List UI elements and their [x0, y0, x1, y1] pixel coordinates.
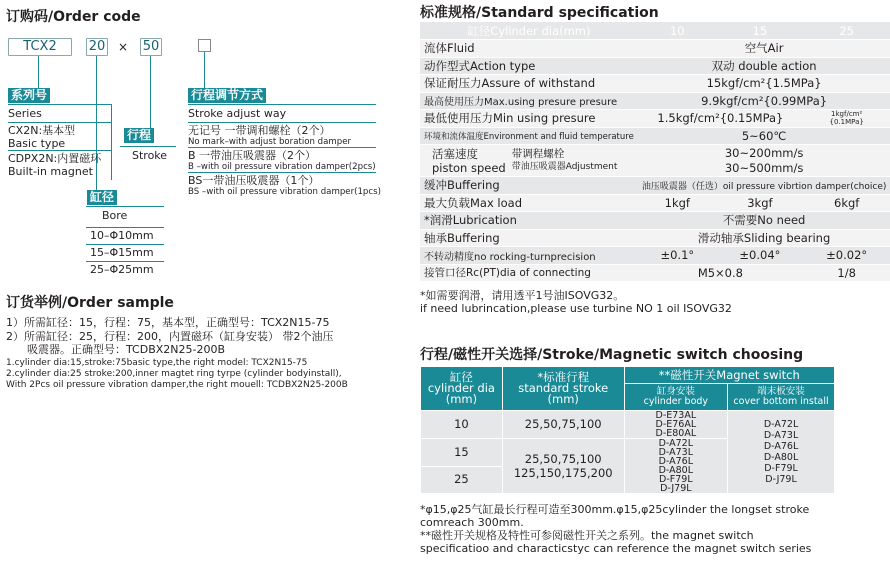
stroke-notes: *φ15,φ25气缸最长行程可造至300mm.φ15,φ25cylinder the longset stroke comreach 300mm. **磁性开关规格及特性可参阅磁性开关之系列。the magnet switch specificatioo and characticstyc can reference the magnet switch series [420, 503, 812, 555]
spec-row: *润滑Lubrication 不需要No need [420, 212, 890, 230]
spec-row: 流体Fluid 空气Air [420, 40, 890, 58]
stroke-code-box: 50 [140, 38, 162, 56]
spec-row: 接管口径Rc(PT)dia of connecting M5×0.8 1/8 [420, 264, 890, 282]
spec-row: 保证耐压力Assure of withstand 15kgf/cm²{1.5MPa} [420, 75, 890, 93]
model-box: TCX2 [8, 38, 72, 56]
order-sample-en: 1.cylinder dia:15,stroke:75basic type,the right model: TCX2N15-75 2.cylinder dia:25 stroke:200,inner magtet ring tyrpe (cylinder bodyinstall), With 2Pcs oil pressure vibration damper,the right mouell: TCDBX2N25-200B [6, 358, 348, 390]
stroke-switch-table: 缸径 cylinder dia (mm) *标准行程 standard stroke (mm) **磁性开关Magnet switch 缸身安装 cylinder body 端末板安装 cover bottom install 10 25,50,75,100 D-E73AL D-E76AL D-E80AL D-A72L D-A73L D-A76L D-A80L D-F79L D-J79L 15 25,50,75,100 125,150,175,200 D-A72L D-A73L D-A76L D-A80L D-F79L D-J79L 25 [420, 366, 835, 494]
spec-row: 轴承Buffering 滑动轴承Sliding bearing [420, 229, 890, 247]
series-tag: 系列号 [8, 88, 50, 103]
spec-row: 最高使用压力Max.using presure presure 9.9kgf/cm²{0.99MPa} [420, 92, 890, 110]
spec-row: 活塞速度 piston speed 带调程螺栓 带油压吸震器Adjustment 30~200mm/s 30~500mm/s [420, 145, 890, 177]
order-code-title: 订购码/Order code [6, 9, 141, 25]
bore-tag: 缸径 [87, 190, 117, 205]
spec-header-row: 缸径Cylinder dia(mm) 10 15 25 [420, 22, 890, 40]
adjust-options: Stroke adjust way 无记号 一带调和螺栓（2个） No mark–with adjust boration damper B 一带油压吸震器（2个） B –with oil pressure vibration damper(2pcs) BS一带油压吸震器（1个） BS –with oil pressure vibration damper(1pcs) [188, 104, 376, 197]
stroke-tag: 行程 [124, 128, 154, 143]
spec-row: 不转动精度no rocking-turnprecision ±0.1° ±0.04° ±0.02° [420, 247, 890, 265]
bore-code-box: 20 [86, 38, 108, 56]
spec-title: 标准规格/Standard specification [420, 5, 659, 21]
spec-row: 最大负载Max load 1kgf 3kgf 6kgf [420, 194, 890, 212]
order-sample-title: 订货举例/Order sample [6, 295, 174, 311]
stroke-table-title: 行程/磁性开关选择/Stroke/Magnetic switch choosing [420, 347, 804, 363]
spec-notes: *如需要润滑，请用透平1号油ISOVG32。 if need lubrincation,please use turbine NO 1 oil ISOVG32 [420, 289, 732, 315]
spec-row: 动作型式Action type 双动 double action [420, 57, 890, 75]
adjust-code-box [198, 39, 211, 52]
bore-options: Bore 10–Φ10mm 15–Φ15mm 25–Φ25mm [86, 206, 164, 272]
spec-row: 最低使用压力Min using presure 1.5kgf/cm²{0.15MPa} 1kgf/cm² {0.1MPa} [420, 110, 890, 128]
spec-table [420, 22, 890, 282]
spec-row: 环境和流体温度Environment and fluid temperature 5~60℃ [420, 127, 890, 145]
stroke-label: Stroke [120, 146, 176, 162]
order-sample-cn: 1）所需缸径：15，行程：75，基本型，正确型号：TCX2N15-75 2）所需缸径：25，行程：200，内置磁环（缸身安装） 带2个油压 吸震器。正确型号：TCDBX2N25-200B [6, 316, 334, 356]
spec-row: 缓冲Buffering 油压吸震器（任选）oil pressure vibrtion damper(choice) [420, 177, 890, 195]
series-box: Series CX2N:基本型 Basic type CDPX2N:内置磁环 Built-in magnet [8, 104, 112, 180]
adjust-tag: 行程调节方式 [188, 88, 266, 103]
times-sign: × [118, 40, 129, 54]
